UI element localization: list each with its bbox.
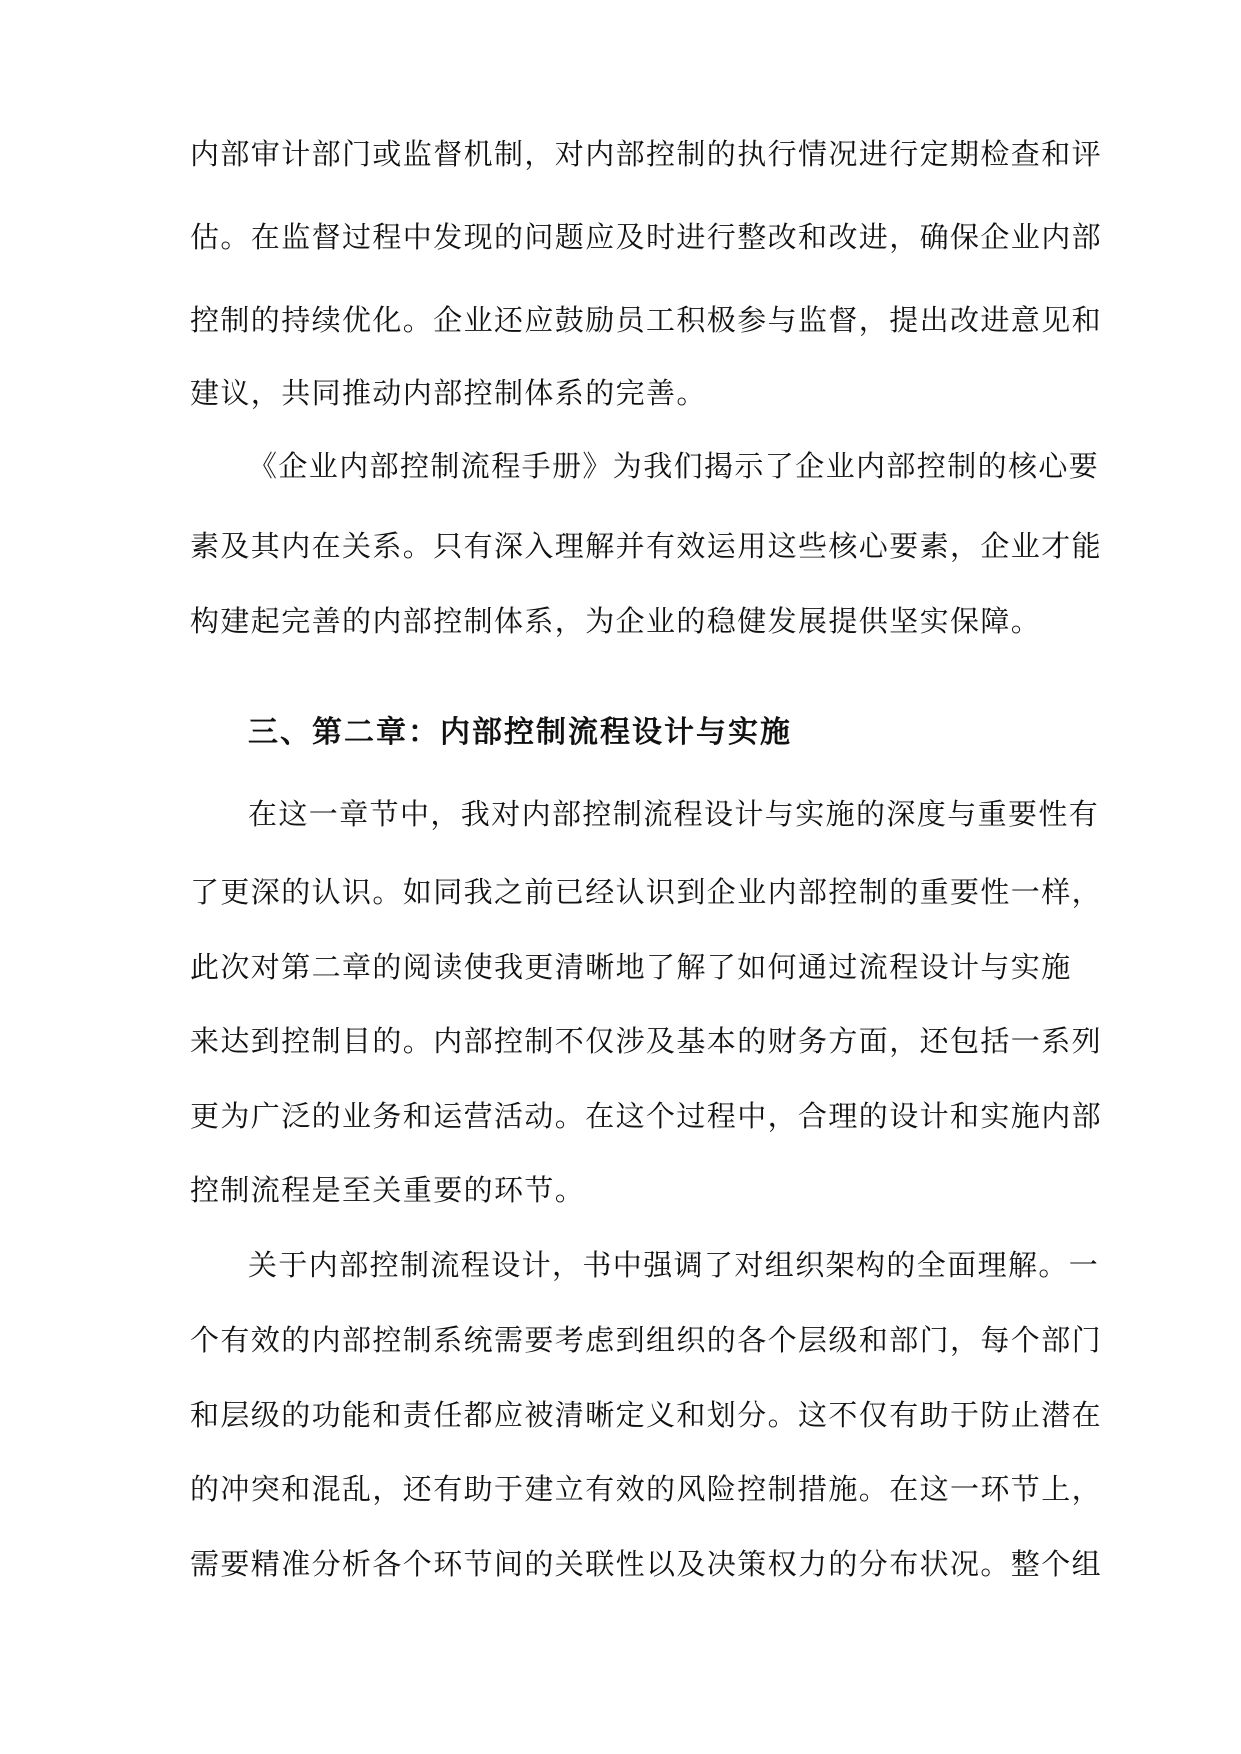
paragraph-3-line-4: 来达到控制目的。内部控制不仅涉及基本的财务方面，还包括一系列 — [190, 1024, 1103, 1058]
section-heading: 三、第二章：内部控制流程设计与实施 — [248, 715, 792, 750]
paragraph-1-line-2: 估。在监督过程中发现的问题应及时进行整改和改进，确保企业内部 — [190, 220, 1103, 254]
paragraph-3-line-6: 控制流程是至关重要的环节。 — [190, 1173, 586, 1207]
paragraph-2-line-1: 《企业内部控制流程手册》为我们揭示了企业内部控制的核心要 — [248, 449, 1100, 483]
paragraph-1-line-4: 建议，共同推动内部控制体系的完善。 — [190, 376, 707, 410]
paragraph-2-line-2: 素及其内在关系。只有深入理解并有效运用这些核心要素，企业才能 — [190, 529, 1103, 563]
paragraph-4-line-1: 关于内部控制流程设计，书中强调了对组织架构的全面理解。一 — [248, 1248, 1100, 1282]
paragraph-3-line-5: 更为广泛的业务和运营活动。在这个过程中，合理的设计和实施内部 — [190, 1099, 1103, 1133]
paragraph-3-line-2: 了更深的认识。如同我之前已经认识到企业内部控制的重要性一样， — [190, 875, 1103, 909]
paragraph-2-line-3: 构建起完善的内部控制体系，为企业的稳健发展提供坚实保障。 — [190, 604, 1042, 638]
paragraph-1-line-3: 控制的持续优化。企业还应鼓励员工积极参与监督，提出改进意见和 — [190, 303, 1103, 337]
paragraph-3-line-3: 此次对第二章的阅读使我更清晰地了解了如何通过流程设计与实施 — [190, 950, 1072, 984]
paragraph-4-line-2: 个有效的内部控制系统需要考虑到组织的各个层级和部门，每个部门 — [190, 1323, 1103, 1357]
paragraph-1-line-1: 内部审计部门或监督机制，对内部控制的执行情况进行定期检查和评 — [190, 137, 1103, 171]
paragraph-4-line-5: 需要精准分析各个环节间的关联性以及决策权力的分布状况。整个组 — [190, 1547, 1103, 1581]
paragraph-3-line-1: 在这一章节中，我对内部控制流程设计与实施的深度与重要性有 — [248, 797, 1100, 831]
paragraph-4-line-3: 和层级的功能和责任都应被清晰定义和划分。这不仅有助于防止潜在 — [190, 1398, 1103, 1432]
paragraph-4-line-4: 的冲突和混乱，还有助于建立有效的风险控制措施。在这一环节上， — [190, 1472, 1103, 1506]
